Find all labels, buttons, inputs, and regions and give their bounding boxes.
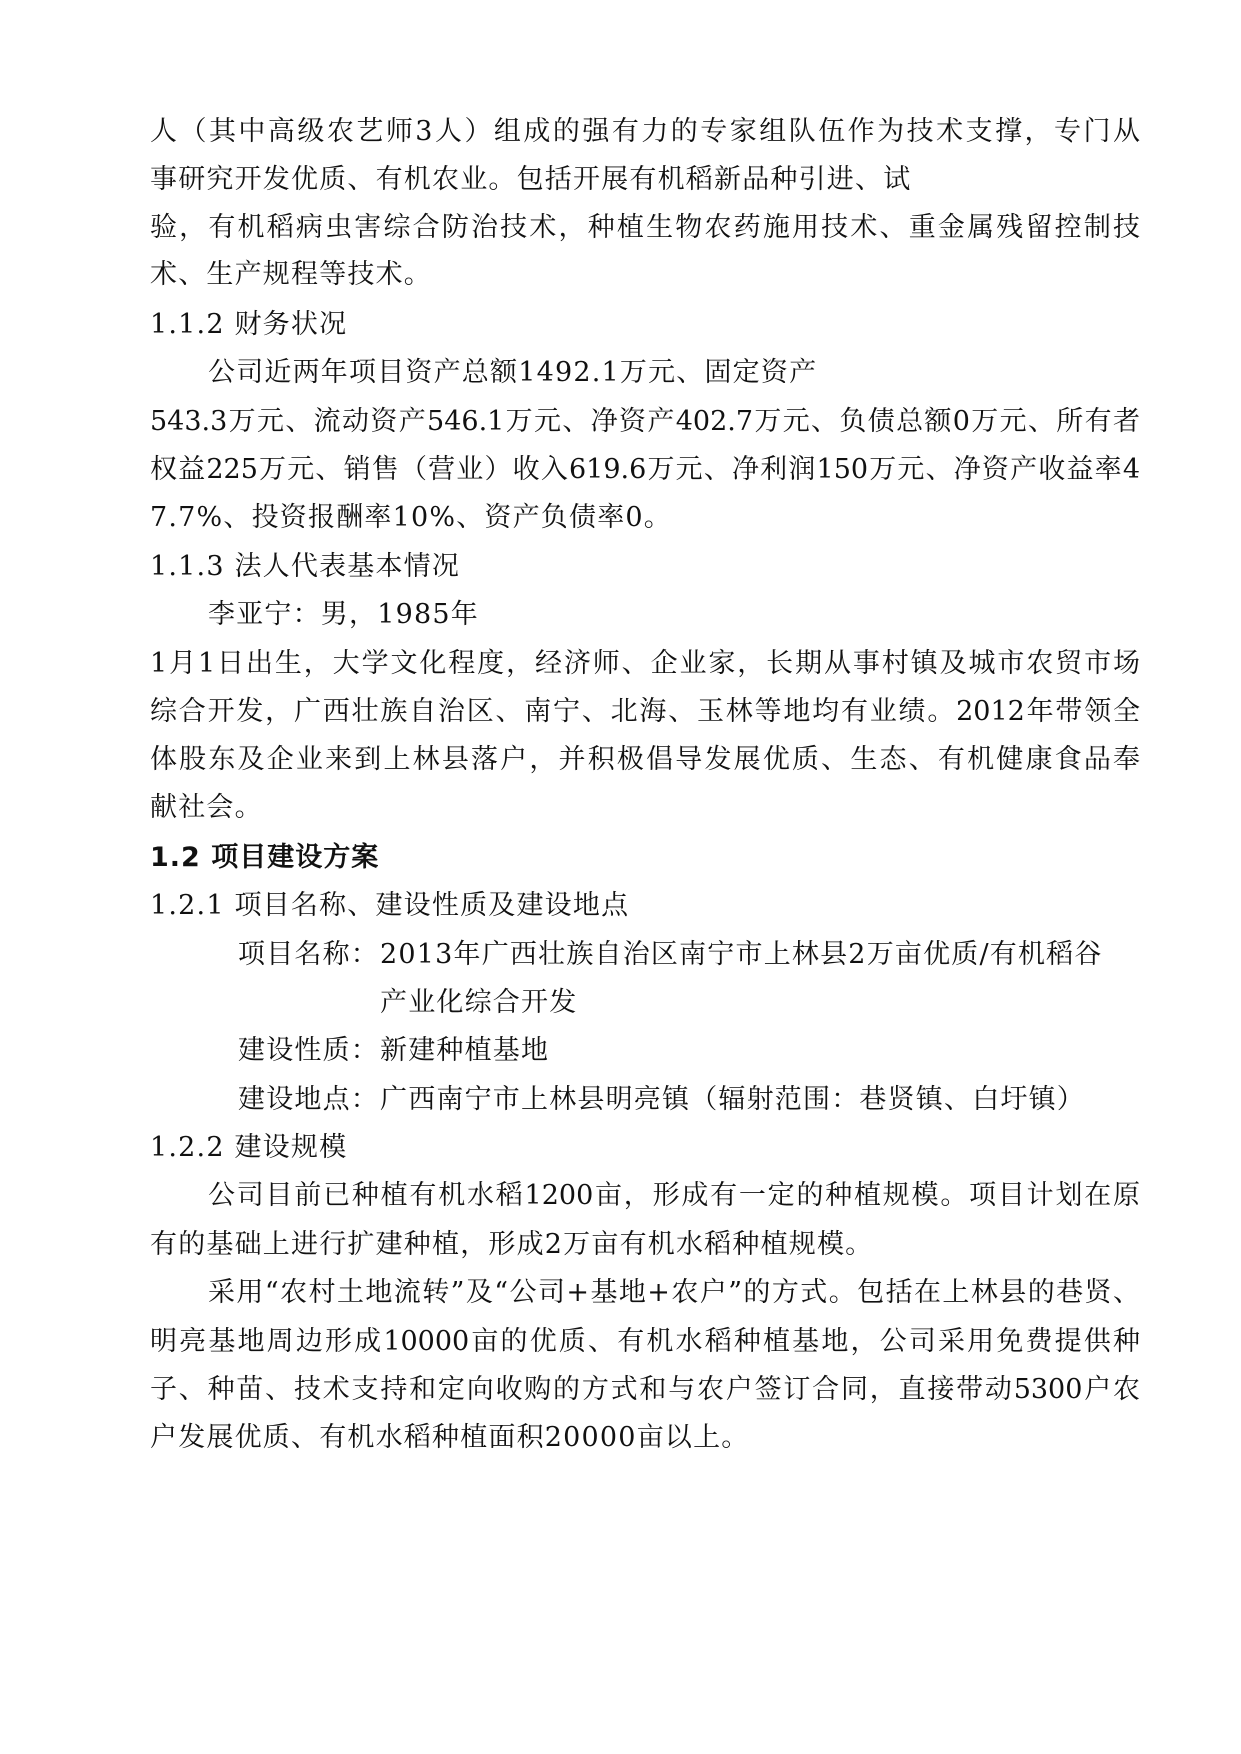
finance-line-1: 公司近两年项目资产总额1492.1万元、固定资产 xyxy=(208,357,818,388)
finance-line-2: 543.3万元、流动资产546.1万元、净资产402.7万元、负债总额0万元、所有者 xyxy=(150,406,1140,437)
scale-paragraph-2-line-3: 子、种苗、技术支持和定向收购的方式和与农户签订合同，直接带动5300户农 xyxy=(150,1374,1140,1405)
document-page xyxy=(150,0,1140,1754)
scale-paragraph-2-line-1: 采用“农村土地流转”及“公司+基地+农户”的方式。包括在上林县的巷贤、 xyxy=(208,1277,1140,1308)
project-name-value-line-1: 2013年广西壮族自治区南宁市上林县2万亩优质/有机稻谷 xyxy=(380,939,1103,970)
section-1-2-heading: 1.2 项目建设方案 xyxy=(150,842,380,873)
construction-nature-label: 建设性质： xyxy=(238,1035,379,1066)
tech-paragraph-line-4: 术、生产规程等技术。 xyxy=(150,259,432,290)
scale-paragraph-1-line-2: 有的基础上进行扩建种植，形成2万亩有机水稻种植规模。 xyxy=(150,1229,874,1260)
tech-paragraph-line-3: 验，有机稻病虫害综合防治技术，种植生物农药施用技术、重金属残留控制技 xyxy=(150,212,1140,243)
scale-paragraph-2-line-2: 明亮基地周边形成10000亩的优质、有机水稻种植基地，公司采用免费提供种 xyxy=(150,1326,1140,1357)
section-1-2-1-heading: 1.2.1 项目名称、建设性质及建设地点 xyxy=(150,890,630,921)
section-1-1-2-heading: 1.1.2 财务状况 xyxy=(150,309,348,340)
finance-line-4: 7.7%、投资报酬率10%、资产负债率0。 xyxy=(150,502,672,533)
project-name-value-line-2: 产业化综合开发 xyxy=(380,987,578,1018)
section-1-1-3-heading: 1.1.3 法人代表基本情况 xyxy=(150,551,461,582)
finance-line-3: 权益225万元、销售（营业）收入619.6万元、净利润150万元、净资产收益率4 xyxy=(150,454,1140,485)
section-1-2-2-heading: 1.2.2 建设规模 xyxy=(150,1132,348,1163)
tech-paragraph-line-2: 事研究开发优质、有机农业。包括开展有机稻新品种引进、试 xyxy=(150,164,912,195)
scale-paragraph-2-line-4: 户发展优质、有机水稻种植面积20000亩以上。 xyxy=(150,1422,750,1453)
representative-line-4: 体股东及企业来到上林县落户，并积极倡导发展优质、生态、有机健康食品奉 xyxy=(150,744,1140,775)
representative-line-5: 献社会。 xyxy=(150,792,263,823)
construction-nature-value: 新建种植基地 xyxy=(380,1035,550,1066)
representative-line-1: 李亚宁：男，1985年 xyxy=(208,599,479,630)
representative-line-3: 综合开发，广西壮族自治区、南宁、北海、玉林等地均有业绩。2012年带领全 xyxy=(150,696,1140,727)
scale-paragraph-1-line-1: 公司目前已种植有机水稻1200亩，形成有一定的种植规模。项目计划在原 xyxy=(208,1180,1140,1211)
project-name-label: 项目名称： xyxy=(238,939,379,970)
representative-line-2: 1月1日出生，大学文化程度，经济师、企业家，长期从事村镇及城市农贸市场 xyxy=(150,648,1140,679)
tech-paragraph-line-1: 人（其中高级农艺师3人）组成的强有力的专家组队伍作为技术支撑，专门从 xyxy=(150,116,1140,147)
construction-location-label: 建设地点： xyxy=(238,1084,379,1115)
construction-location-value: 广西南宁市上林县明亮镇（辐射范围：巷贤镇、白圩镇） xyxy=(380,1084,1085,1115)
